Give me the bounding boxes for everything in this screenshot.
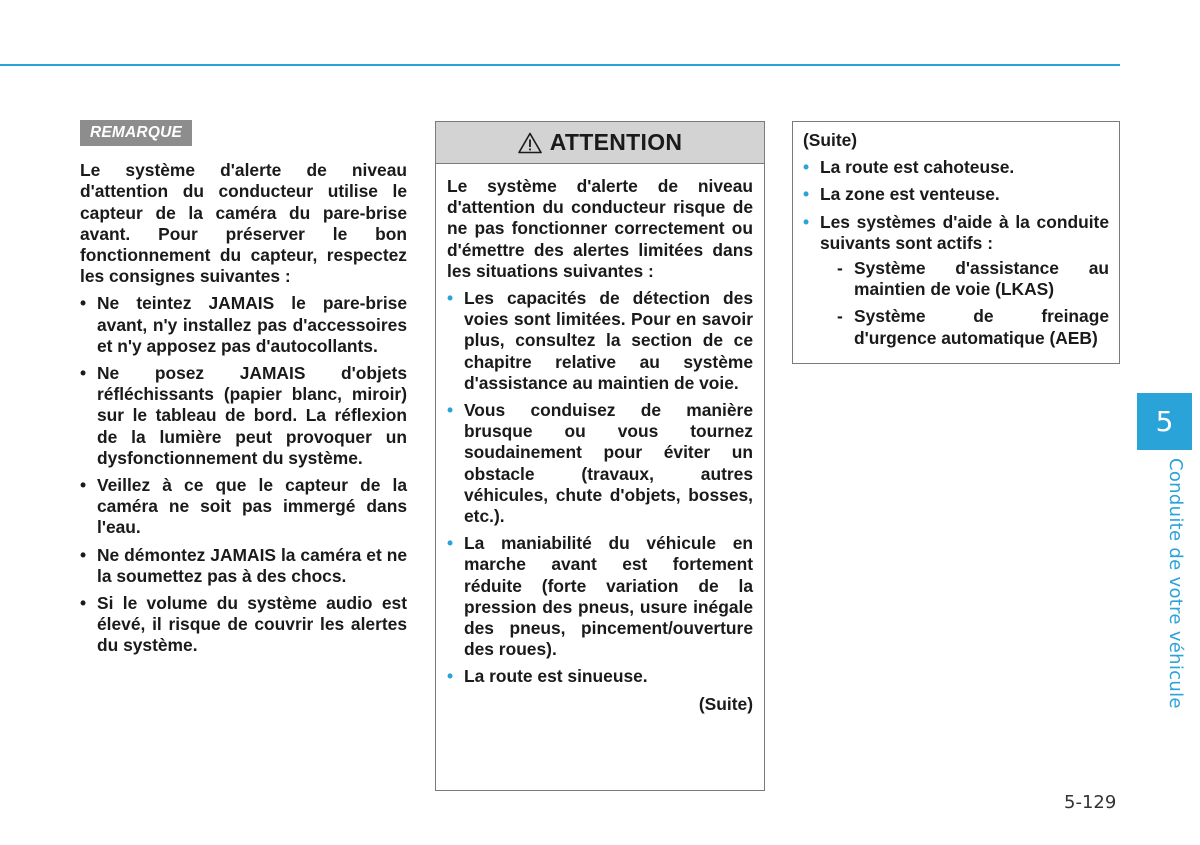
attention-header — [436, 122, 764, 164]
remarque-section — [80, 120, 407, 663]
chapter-title: Conduite de votre véhicule — [1165, 458, 1186, 709]
bullet-icon: • — [80, 593, 87, 614]
bullet-icon: • — [447, 666, 454, 687]
bullet-icon: • — [803, 157, 810, 178]
page-number: 5-129 — [1064, 792, 1117, 813]
list-item: • La maniabilité du véhicule en marche avant est fortement réduite (forte variation de la pression des pneus, usure inégale des pneus, pincement/ouverture des roues). — [447, 533, 753, 660]
continued-list — [803, 157, 1109, 349]
list-item: • Ne démontez JAMAIS la caméra et ne la soumettez pas à des chocs. — [80, 544, 407, 586]
sub-list-item: - Système d'assistance au maintien de voie (LKAS) — [837, 258, 1109, 300]
remarque-intro: Le système d'alerte de niveau d'attention du conducteur utilise le capteur de la caméra du pare-brise avant. Pour préserver le bon fonctionnement du capteur, respectez les consignes suivantes : — [80, 160, 407, 287]
list-item: • Si le volume du système audio est élevé, il risque de couvrir les alertes du système. — [80, 593, 407, 656]
list-item: • La route est cahoteuse. — [803, 157, 1015, 178]
bullet-icon: • — [80, 475, 87, 496]
continued-body — [793, 122, 1119, 349]
continued-heading: (Suite) — [803, 130, 858, 150]
warning-triangle-icon — [518, 132, 542, 154]
bullet-icon: • — [447, 400, 454, 421]
sub-list-item: - Système de freinage d'urgence automatique (AEB) — [837, 306, 1109, 348]
chapter-number-tab: 5 — [1137, 393, 1192, 450]
bullet-icon: • — [447, 533, 454, 554]
list-item: • Ne teintez JAMAIS le pare-brise avant, n'y installez pas d'accessoires et n'y apposez pas d'autocollants. — [80, 293, 407, 356]
bullet-icon: • — [803, 184, 810, 205]
attention-title: ATTENTION — [549, 128, 683, 155]
bullet-icon: • — [803, 211, 810, 232]
dash-icon: - — [837, 258, 843, 279]
list-item: • Les systèmes d'aide à la conduite suivants sont actifs : - Système d'assistance au maintien de voie (LKAS) - Système de freinage d'urgence automatique (AEB) — [803, 211, 1109, 348]
bullet-icon: • — [447, 288, 454, 309]
attention-list — [447, 288, 753, 688]
list-item: • Veillez à ce que le capteur de la caméra ne soit pas immergé dans l'eau. — [80, 475, 407, 538]
bullet-icon: • — [80, 363, 87, 384]
bullet-icon: • — [80, 544, 87, 565]
continued-label: (Suite) — [698, 693, 753, 714]
sub-list — [820, 258, 1109, 349]
attention-intro: Le système d'alerte de niveau d'attention du conducteur risque de ne pas fonctionner correctement ou d'émettre des alertes limitées dans les situations suivantes : — [447, 176, 753, 281]
dash-icon: - — [837, 306, 843, 327]
attention-body — [436, 164, 764, 715]
list-item: • Ne posez JAMAIS d'objets réfléchissants (papier blanc, miroir) sur le tableau de bord. La réflexion de la lumière peut provoquer un dysfonctionnement du système. — [80, 363, 407, 468]
attention-box — [435, 121, 765, 791]
remarque-badge: REMARQUE — [80, 120, 192, 146]
list-item: • Les capacités de détection des voies sont limitées. Pour en savoir plus, consultez la section de ce chapitre relative au système d'assistance au maintien de voie. — [447, 288, 753, 393]
list-item: • La zone est venteuse. — [803, 184, 1000, 205]
bullet-icon: • — [80, 293, 87, 314]
top-divider — [0, 64, 1120, 66]
continued-box — [792, 121, 1120, 364]
remarque-list — [80, 293, 407, 656]
list-item: • Vous conduisez de manière brusque ou vous tournez soudainement pour éviter un obstacle (travaux, autres véhicules, chute d'objets, bosses, etc.). — [447, 400, 753, 527]
list-item: • La route est sinueuse. — [447, 666, 648, 687]
